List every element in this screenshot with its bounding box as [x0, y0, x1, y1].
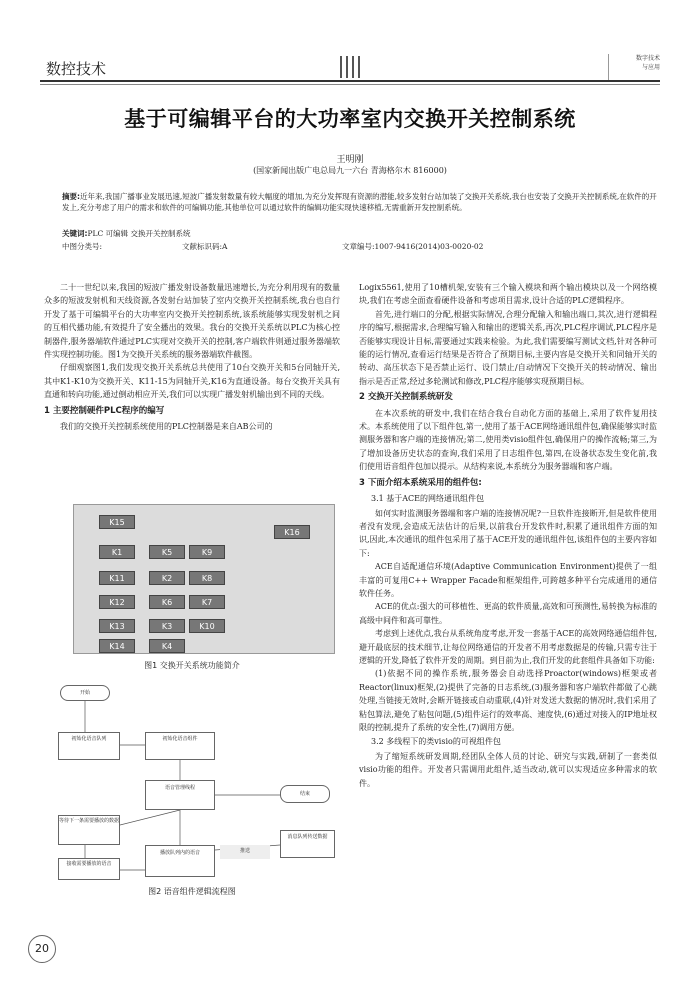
flow-message-queue: 消息队列传送数据	[280, 830, 335, 858]
switch-box-k6: K6	[149, 595, 185, 609]
keywords-text: PLC 可编辑 交换开关控制系统	[87, 229, 191, 238]
paragraph: 我们的交换开关控制系统使用的PLC控制器是来自AB公司的	[60, 422, 273, 432]
article-number: 文章编号:1007-9416(2014)03-0020-02	[342, 242, 484, 251]
abstract-label: 摘要:	[62, 192, 80, 201]
paragraph: 考虑到上述优点,我台从系统角度考虑,开发一套基于ACE的高效网络通信组件包,避开最底层的技术细节,让每位网络通信的开发者不用考虑数据是的传输,只需专注于逻辑的开发,降低了软件开发的周期。到目前为止,我们开发的此套组件具备如下功能:	[359, 629, 657, 665]
flow-end: 结束	[280, 785, 330, 803]
flow-init-queue: 初始化语音队列	[58, 732, 120, 760]
keywords-label: 关键词:	[62, 229, 88, 238]
section-heading: 1 主要控制硬件PLC程序的编写	[44, 405, 165, 416]
section-heading: 3 下面介绍本系统采用的组件包:	[359, 477, 482, 488]
header-rule-thin	[40, 84, 660, 85]
doc-code: 文献标识码:A	[182, 242, 228, 251]
classification	[62, 241, 658, 252]
logo-line1: 数字技术	[635, 55, 660, 62]
flow-wait-next: 等待下一条需要播放的数据	[58, 815, 120, 845]
figure-2-flowchart	[50, 680, 340, 880]
figure-2-caption: 图2 语音组件逻辑流程图	[148, 887, 236, 896]
right-column	[359, 281, 657, 790]
figure-1-caption: 图1 交换开关系统功能简介	[144, 661, 240, 670]
paragraph: 二十一世纪以来,我国的短波广播发射设备数量迅速增长,为充分利用现有的数量众多的短波发射机和天线资源,各发射台站加装了室内交换开关控制系统,我台也自行开发了基于可编辑平台的大功率室内交换开关控制系统,该系统能够实现发射机之间的互相代播功能,有效提升了安全播出的效果。我台的交换开关系统以PLC为核心控制器件,服务器端软件通过PLC实现对交换开关的控制,客户端软件则通过服务器端软件实现控制功能。图1为交换开关系统的服务器端软件截图。	[44, 283, 340, 360]
subsection-heading: 3.2 多线程下的类visio的可视组件包	[371, 737, 501, 747]
switch-box-k5: K5	[149, 545, 185, 559]
abstract	[62, 191, 658, 213]
paragraph: (1)依据不同的操作系统,服务器会自动选择Proactor(windows)框架或者Reactor(linux)框架,(2)提供了完备的日志系统,(3)服务器和客户端软件都做了心跳处理,当链接无效时,会断开链接或自动重联,(4)针对发送大数据的情况时,我们采用了粘包算法,避免了粘包问题,(5)组件运行的效率高、速度快,(6)通过对接入的IP地址权限的控制,提升了系统的安全性,(7)调用方便。	[359, 669, 657, 732]
switch-box-k16: K16	[274, 525, 310, 539]
header-bars	[340, 56, 360, 78]
logo-line2: 与应用	[641, 64, 660, 71]
switch-box-k13: K13	[99, 619, 135, 633]
switch-box-k1: K1	[99, 545, 135, 559]
switch-box-k12: K12	[99, 595, 135, 609]
flow-voice-thread: 语音管理线程	[145, 780, 215, 810]
paragraph: 首先,进行端口的分配,根据实际情况,合理分配输入和输出端口,其次,进行逻辑程序的编写,根据需求,合理编写输入和输出的逻辑关系,再次,PLC程序调试,PLC程序是否能够实现设计目标,需要通过实践来检验。为此,我们需要编写测试文档,针对各种可能的运行情况,查看运行结果是否符合了预期目标,主要内容是交换开关和同轴开关的转动、高压状态下是否禁止运行、设门禁止/自动情况下交换开关的转动情况、输出指示是否正常,经过多轮测试和修改,PLC程序能够实现预期目标。	[359, 309, 657, 386]
switch-box-k4: K4	[149, 639, 185, 653]
flow-start: 开始	[60, 685, 110, 701]
paragraph: ACE的优点:强大的可移植性、更高的软件质量,高效和可预测性,易转换为标准的高级中间件和高可靠性。	[359, 602, 657, 625]
abstract-text: 近年来,我国广播事业发展迅速,短波广播发射数量有较大幅度的增加,为充分发挥现有资源的潜能,较多发射台站加装了交换开关系统,我台也安装了交换开关控制系统,在软件的开发上,充分考虑了用户的需求和软件的可编辑功能,其他单位可以通过软件的编辑功能实现快速移植,无需重新开发控制系统。	[62, 192, 657, 212]
paragraph: 如何实时监测服务器端和客户端的连接情况呢?一旦软件连接断开,但是软件使用者没有发现,会造成无法估计的后果,以前我台开发软件时,积累了通讯组件方面的知识,因此,本次通讯的组件包采用了基于ACE开发的通讯组件包,该组件包的主要内容如下:	[359, 508, 657, 558]
author: 王明刚	[336, 155, 364, 165]
left-column	[44, 281, 340, 433]
switch-box-k11: K11	[99, 571, 135, 585]
paragraph: 为了缩短系统研发周期,经团队全体人员的讨论、研究与实践,研制了一套类似visio功能的组件。开发者只需调用此组件,适当改动,就可以实现适应多种需求的软件。	[359, 751, 657, 788]
section-header: 数控技术	[46, 60, 107, 78]
switch-box-k3: K3	[149, 619, 185, 633]
flow-push-arrow: 推送	[220, 845, 270, 859]
paper-title: 基于可编辑平台的大功率室内交换开关控制系统	[124, 107, 576, 131]
paragraph: 仔细观察图1,我们发现交换开关系统总共使用了10台交换开关和5台同轴开关,其中K1-K10为交换开关、K11-15为同轴开关,K16为直通设备。每台交换开关具有直通和转向功能,通过倒动相应开关,我们可以实现广播发射机输出到不同的天线。	[44, 363, 340, 400]
flow-receive: 接收需要播放的语音	[58, 858, 120, 880]
switch-box-k9: K9	[189, 545, 225, 559]
subsection-heading: 3.1 基于ACE的网络通讯组件包	[371, 494, 485, 504]
switch-box-k10: K10	[189, 619, 225, 633]
switch-box-k8: K8	[189, 571, 225, 585]
switch-box-k15: K15	[99, 515, 135, 529]
switch-box-k14: K14	[99, 639, 135, 653]
paragraph: Logix5561,使用了10槽机架,安装有三个输入模块和两个输出模块以及一个网络模块,我们在考虑全面查看硬件设备和考虑项目需求,设计合适的PLC逻辑程序。	[359, 283, 657, 306]
figure-1-screenshot	[73, 504, 335, 654]
clc-label: 中图分类号:	[62, 242, 103, 251]
affiliation: (国家新闻出版广电总局九一六台 青海格尔木 816000)	[253, 166, 447, 175]
header-rule	[40, 80, 660, 82]
flow-play-queue: 播放队列内的语音	[145, 845, 215, 877]
paragraph: ACE自适配通信环境(Adaptive Communication Environment)提供了一组丰富的可复用C++ Wrapper Facade和框架组件,可跨越多种平台完成通用的通信软件任务。	[359, 562, 657, 598]
switch-box-k7: K7	[189, 595, 225, 609]
section-heading: 2 交换开关控制系统研发	[359, 392, 453, 403]
keywords	[62, 228, 658, 239]
page-number: 20	[28, 935, 56, 963]
journal-logo	[608, 54, 660, 82]
paragraph: 在本次系统的研发中,我们在结合我台自动化方面的基础上,采用了软件复用技术。本系统使用了以下组件包,第一,使用了基于ACE网络通讯组件包,确保能够实时监测服务器和客户端的连接情况;第二,使用类visio组件包,确保用户的操作流畅;第三,为了增加设备历史状态的查询,我们采用了日志组件包,第四,在设备状态发生变化前,我们使用语音组件包加以提示。从结构来说,本系统分为服务器端和客户端。	[359, 408, 657, 472]
switch-box-k2: K2	[149, 571, 185, 585]
flow-init-component: 初始化语音组件	[145, 732, 215, 760]
